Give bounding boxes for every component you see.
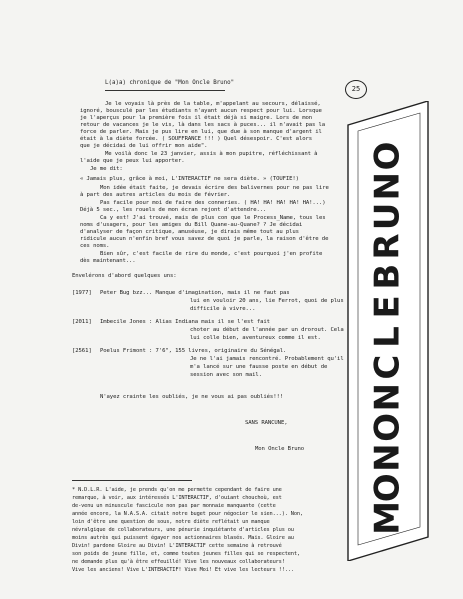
entry-code: [1977] [72, 290, 92, 296]
body-line: Ca y est! J'ai trouvé, mais de plus con que le Process_Name, tous les [100, 215, 326, 221]
banner-letter: N [367, 443, 408, 472]
entry-line: Je ne l'ai jamais rencontré. Probablement qu'il [190, 356, 344, 362]
body-line: ignoré, bousculé par les étudiants n'ayant aucun respect pour lui. Lorsque [80, 108, 322, 114]
body-line: Je me dit: [90, 166, 123, 172]
body-line: Pas facile pour moi de faire des conneries. ( HA! HA! HA! HA! HA!...) [100, 200, 326, 206]
footnote-line: névralgique de collaborateurs, une pénurie inquiétante d'articles plus ou [72, 527, 294, 533]
body-line: dès maintenant... [80, 258, 136, 264]
body-line: je l'aperçus pour la première fois il était déjà si maigre. Lors de mon [80, 115, 313, 121]
body-line: Bien sûr, c'est facile de rire du monde, c'est pourquoi j'en profite [100, 251, 323, 257]
page-number: 25 [345, 80, 367, 99]
footnote-line: son poids de jeune fille, et, comme toutes jeunes filles qui se respectent, [72, 551, 300, 557]
entry-line: lui colle bien, aventureux comme il est. [190, 335, 321, 341]
footnote-line: * N.D.L.R. L'aide, je prends qu'on me permette cependant de faire une [72, 487, 282, 493]
body-line: l'aide que je peux lui apporter. [80, 158, 185, 164]
banner-letters [368, 142, 408, 535]
body-line: à part des autres articles du mois de février. [80, 192, 231, 198]
banner-letter: M [367, 501, 408, 535]
banner-letter: R [367, 233, 408, 260]
banner-letter: O [367, 141, 408, 171]
banner-letter: B [367, 263, 408, 290]
body-line: était à la diète forcée. ( SOUFFRANCE !!! ) Quel désespoir. C'est alors [80, 136, 313, 142]
banner-letter: O [367, 413, 408, 442]
entry-line: lui en vouloir 20 ans, lie Ferrot, quoi de plus [190, 298, 344, 304]
entry-line: difficile à vivre... [190, 306, 256, 312]
body-line: noms d'usagers, pour les amiges du Bill Quane-au-Quane? ? Je décidai [80, 222, 303, 228]
body-line: Déjà 5 sec., les rouels de mon écran rejont d'attendre... [80, 207, 267, 213]
entry-line: session avec son mail. [190, 372, 262, 378]
body-line: d'analyser de façon critique, amuséuse, je dirais même tout au plus [80, 229, 299, 235]
footnote-line: de-venu un minuscule fascicule non pas par monnaie manquante (cette [72, 503, 276, 509]
banner-letter: U [367, 202, 408, 231]
body-line: ridicule aucun n'enfin bref vous savez de quoi je parle, la raison d'être de [80, 236, 329, 242]
entry-line: choter au début de l'année par un drorout. Cela [190, 327, 344, 333]
banner-letter: L [367, 326, 408, 348]
closing-rancune: SANS RANCUNE, [245, 420, 288, 426]
body-line: force de parler. Mais je pus lire en lui, que due à son manque d'argent il [80, 129, 322, 135]
footnote-line: Divin! pardone Gloire au Divin! L'INTERACTIF cette semaine à retrouvé [72, 543, 282, 549]
body-line: ces noms. [80, 243, 110, 249]
banner-mon-oncle-bruno [340, 101, 436, 561]
body-line: « Jamais plus, grâce à moi, L'INTERACTIF ne sera diète. » (TOUFIE!) [80, 176, 299, 182]
banner-letter: C [367, 354, 408, 380]
title-underline [105, 90, 225, 91]
entry-line: m'a lancé sur une fausse poste en début de [190, 364, 328, 370]
signature: Mon Oncle Bruno [255, 446, 305, 452]
entry-code: [2561] [72, 348, 92, 354]
entry-line: Peter Bug bzz... Manque d'imagination, mais il ne faut pas [100, 290, 290, 296]
footnote-line: ne demande plus qu'à être effeuillé! Vive les nouveaux collaborateurs! [72, 559, 285, 565]
entry-line: Poelus Frimont : 7'6", 155 livres, originaire du Sénégal. [100, 348, 287, 354]
footnote-line: Vive les anciens! Vive L'INTERACTIF! Vive Moi! Et vive les lecteurs !!... [72, 567, 294, 573]
page-title: L(a)a) chronique de "Mon Oncle Bruno" [105, 80, 235, 86]
footnote-divider [72, 480, 192, 481]
footnote-line: loin d'être une question de sous, notre diète reflétait un manque [72, 519, 270, 525]
body-line: retour de vacances je le vis, là dans les sacs à puces... il n'avait pas la [80, 122, 326, 128]
entry-line: Imbecile Jones : Alias Indiana mais il se l'est fait [100, 319, 270, 325]
footnote-line: moins autrès qui puissent égayer nos actionnaires blasés. Mais. Gloire au [72, 535, 294, 541]
banner-letter: E [367, 295, 408, 319]
body-line: que je décidai de lui offrir mon aide". [80, 143, 208, 149]
body-line: Mon idée était faite, je devais écrire des balivernes pour ne pas lire [100, 185, 329, 191]
banner-letter: N [367, 171, 408, 201]
banner-letter: O [367, 473, 408, 503]
footnote-line: année encore, la N.A.S.A. citait notre buget pour négocier le sien...). Non, [72, 511, 303, 517]
banner-letter: N [367, 383, 408, 412]
closing-line: N'ayez crainte les oubliés, je ne vous ai pas oubliés!!! [100, 394, 283, 400]
body-line: Me voilà donc le 23 janvier, assis à mon pupitre, réfléchissant à [105, 151, 318, 157]
footnote-line: remarque, à voir, aux intéressés L'INTERACTIF, d'ouiant chouchoù, est [72, 495, 282, 501]
section-title: Envelérons d'abord quelques uns: [72, 273, 177, 279]
body-line: Je le voyais là près de la table, m'appelant au secours, délaissé, [105, 101, 321, 107]
entry-code: [2011] [72, 319, 92, 325]
